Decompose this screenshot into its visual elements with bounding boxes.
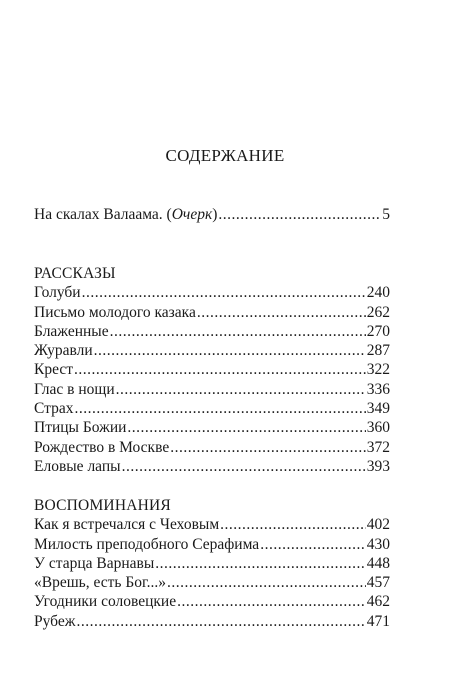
toc-entry-page: 457 [366,574,390,592]
dot-leader [170,438,366,457]
toc-entry-title: Рубеж [34,612,76,630]
toc-entry-title: Как я встречался с Чеховым [34,516,220,534]
toc-entry-page: 372 [366,438,390,456]
toc-entry [34,399,390,418]
toc-entry [34,205,390,224]
dot-leader [127,418,365,437]
toc-entry [34,515,390,534]
toc-entry [34,303,390,322]
toc-entry [34,418,390,437]
toc-entry [34,438,390,457]
toc-entry-title: Еловые лапы [34,457,121,475]
toc-entry-title: Глас в нощи [34,380,115,398]
toc-entry-page: 240 [366,284,390,302]
toc-entry-page: 393 [366,457,390,475]
dot-leader [177,592,366,611]
toc-entry [34,612,390,631]
toc-entry [34,535,390,554]
dot-leader [220,515,366,534]
toc-entry-page: 287 [366,342,390,360]
section-heading: РАССКАЗЫ [34,265,116,282]
toc-entry [34,341,390,360]
dot-leader [82,283,366,302]
toc-entry-title: Угодники соловецкие [34,593,177,611]
dot-leader [197,303,366,322]
toc-entry-page: 360 [366,419,390,437]
toc-entry-page: 5 [382,206,390,223]
toc-entry-title: Птицы Божии [34,419,127,437]
dot-leader [218,205,381,224]
dot-leader [116,380,366,399]
dot-leader [122,457,366,476]
toc-entry-title: Блаженные [34,322,109,340]
toc-entry-page: 448 [366,554,390,572]
section-heading: ВОСПОМИНАНИЯ [34,497,171,514]
dot-leader [110,322,366,341]
toc-entry-page: 430 [366,535,390,553]
toc-entry-title: Страх [34,400,74,418]
dot-leader [155,554,366,573]
toc-section-stories [34,264,390,476]
toc-entry [34,380,390,399]
toc-entry-page: 322 [366,361,390,379]
toc-entry [34,573,390,592]
toc-entry-page: 462 [366,593,390,611]
dot-leader [74,360,366,379]
toc-entry-page: 270 [366,322,390,340]
toc-entry-page: 349 [366,400,390,418]
toc-entry [34,283,390,302]
toc-entry-title: Журавли [34,342,93,360]
toc-entry-title: Крест [34,361,74,379]
toc-entry-page: 336 [366,380,390,398]
dot-leader [76,612,365,631]
toc-entry [34,554,390,573]
toc-entry-page: 262 [366,303,390,321]
dot-leader [94,341,366,360]
dot-leader [167,573,366,592]
toc-section-memories [34,496,390,631]
toc-entry-title: Милость преподобного Серафима [34,535,260,553]
toc-entry-title: Письмо молодого казака [34,303,196,321]
toc-entry-page: 471 [366,612,390,630]
toc-entry-title: Голуби [34,284,81,302]
toc-entry [34,322,390,341]
toc-entry-page: 402 [366,516,390,534]
toc-entry [34,360,390,379]
toc-main-entry [34,205,390,224]
toc-entry-title: «Врешь, есть Бог...» [34,574,166,592]
page-title: СОДЕРЖАНИЕ [165,146,285,165]
dot-leader [74,399,365,418]
toc-entry [34,592,390,611]
toc-entry-title: Рождество в Москве [34,438,170,456]
dot-leader [260,535,366,554]
toc-entry-title: У старца Варнавы [34,554,155,572]
toc-entry-title: На скалах Валаама. (Очерк) [34,206,218,223]
toc-entry [34,457,390,476]
